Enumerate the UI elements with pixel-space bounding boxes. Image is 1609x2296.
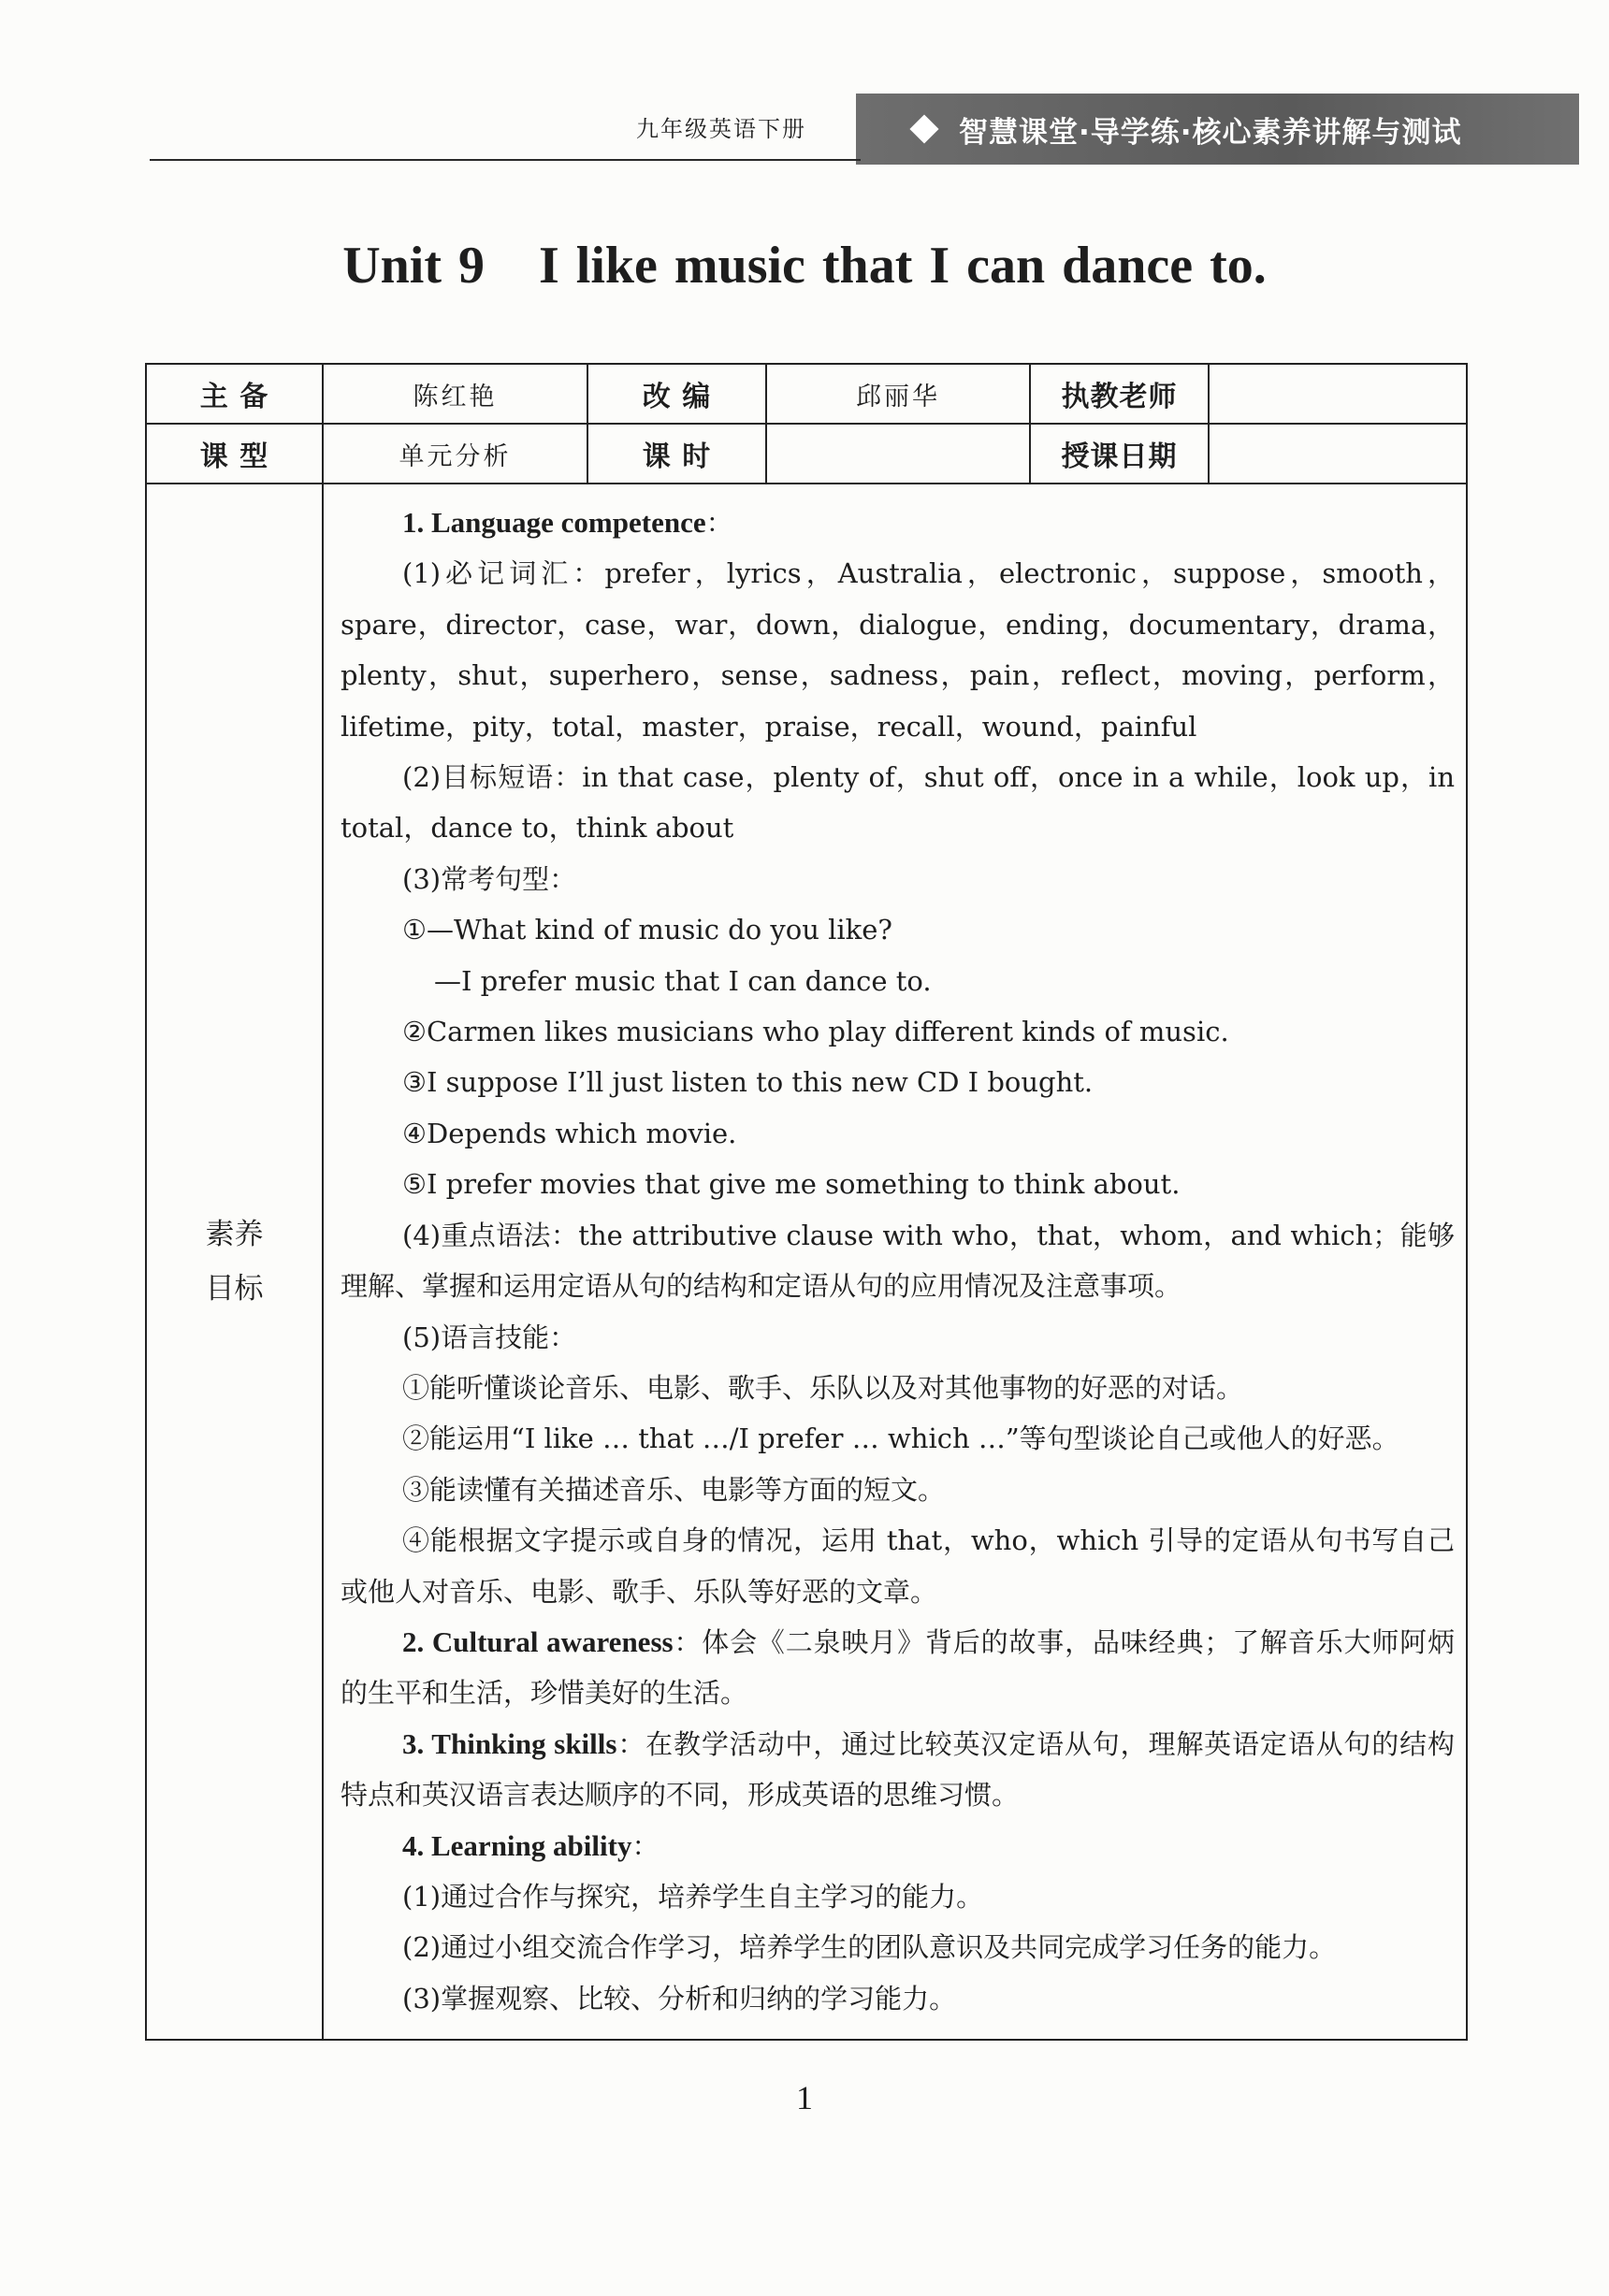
objectives-label-line1: 素养: [205, 1218, 264, 1252]
skill-4: ④能根据文字提示或自身的情况，运用 that，who，which 引导的定语从句书写自己或他人对音乐、电影、歌手、乐队等好恶的文章。: [341, 1524, 1455, 1608]
heading-language: 1. Language competence：: [402, 506, 733, 539]
unit-title: [0, 236, 1609, 296]
objectives-row: [146, 484, 1467, 2040]
objectives-label-line2: 目标: [205, 1272, 264, 1307]
sentence-1a: ①—What kind of music do you like?: [402, 914, 892, 946]
sentence-3: ③I suppose I’ll just listen to this new CD I bought.: [402, 1066, 1094, 1099]
value-teacher: [1209, 364, 1467, 424]
heading-cultural: 2. Cultural awareness：体会《二泉映月》背后的故事，品味经典；了解音乐大师阿炳的生平和生活，珍惜美好的生活。: [341, 1625, 1455, 1710]
sentence-1b: —I prefer music that I can dance to.: [434, 964, 932, 997]
series-title: 智慧课堂·导学练·核心素养讲解与测试: [959, 115, 1462, 150]
book-title: 九年级英语下册: [636, 116, 806, 142]
skills-title: (5)语言技能：: [402, 1321, 577, 1353]
label-teacher: 执教老师: [1030, 364, 1209, 424]
label-lesson-type: 课 型: [146, 424, 323, 484]
grammar-paragraph: (4)重点语法：the attributive clause with who，that，whom，and which；能够理解、掌握和运用定语从句的结构和定语从句的应用情况及注意事项。: [341, 1219, 1455, 1303]
phrases-paragraph: (2)目标短语：in that case，plenty of，shut off，once in a while，look up，in total，dance to，think about: [341, 761, 1455, 845]
unit-number: Unit 9: [342, 237, 485, 295]
value-lesson-type: 单元分析: [323, 424, 587, 484]
label-editor: 改 编: [587, 364, 766, 424]
value-period: [766, 424, 1030, 484]
learning-1: (1)通过合作与探究，培养学生自主学习的能力。: [402, 1880, 984, 1913]
sentence-4: ④Depends which movie.: [402, 1117, 737, 1149]
skill-2: ②能运用“I like … that …/I prefer … which …”等句型谈论自己或他人的好恶。: [402, 1422, 1399, 1455]
learning-2: (2)通过小组交流合作学习，培养学生的团队意识及共同完成学习任务的能力。: [402, 1931, 1337, 1964]
series-banner: [856, 94, 1579, 165]
sentence-2: ②Carmen likes musicians who play different kinds of music.: [402, 1016, 1229, 1048]
heading-thinking: 3. Thinking skills：在教学活动中，通过比较英汉定语从句，理解英语定语从句的结构特点和英汉语言表达顺序的不同，形成英语的思维习惯。: [341, 1726, 1455, 1812]
value-preparer: 陈红艳: [323, 364, 587, 424]
objectives-label: [146, 484, 323, 2040]
label-preparer: 主 备: [146, 364, 323, 424]
info-row-1: [146, 364, 1467, 424]
lesson-plan-table: [145, 363, 1468, 2041]
diamond-icon: [909, 114, 938, 143]
label-date: 授课日期: [1030, 424, 1209, 484]
page-number: 1: [796, 2079, 813, 2116]
sentence-5: ⑤I prefer movies that give me something to think about.: [402, 1168, 1181, 1201]
sentences-title: (3)常考句型：: [402, 862, 577, 895]
heading-learning: 4. Learning ability：: [402, 1828, 660, 1862]
label-period: 课 时: [587, 424, 766, 484]
learning-3: (3)掌握观察、比较、分析和归纳的学习能力。: [402, 1982, 957, 2014]
vocab-paragraph: (1)必记词汇：prefer，lyrics，Australia，electronic，suppose，smooth，spare，director，case，war，down，dialogue，ending，documentary，drama，plenty，shut，superhero，sense，sadness，pain，reflect，moving，perform，lifetime，pity，total，master，praise，recall，wound，painful: [341, 557, 1455, 743]
objectives-content: [323, 484, 1467, 2040]
skill-3: ③能读懂有关描述音乐、电影等方面的短文。: [402, 1473, 946, 1506]
header-rule: [150, 159, 861, 161]
skill-1: ①能听懂谈论音乐、电影、歌手、乐队以及对其他事物的好恶的对话。: [402, 1371, 1244, 1404]
info-row-2: [146, 424, 1467, 484]
value-editor: 邱丽华: [766, 364, 1030, 424]
value-date: [1209, 424, 1467, 484]
unit-title-text: I like music that I can dance to.: [539, 237, 1267, 295]
